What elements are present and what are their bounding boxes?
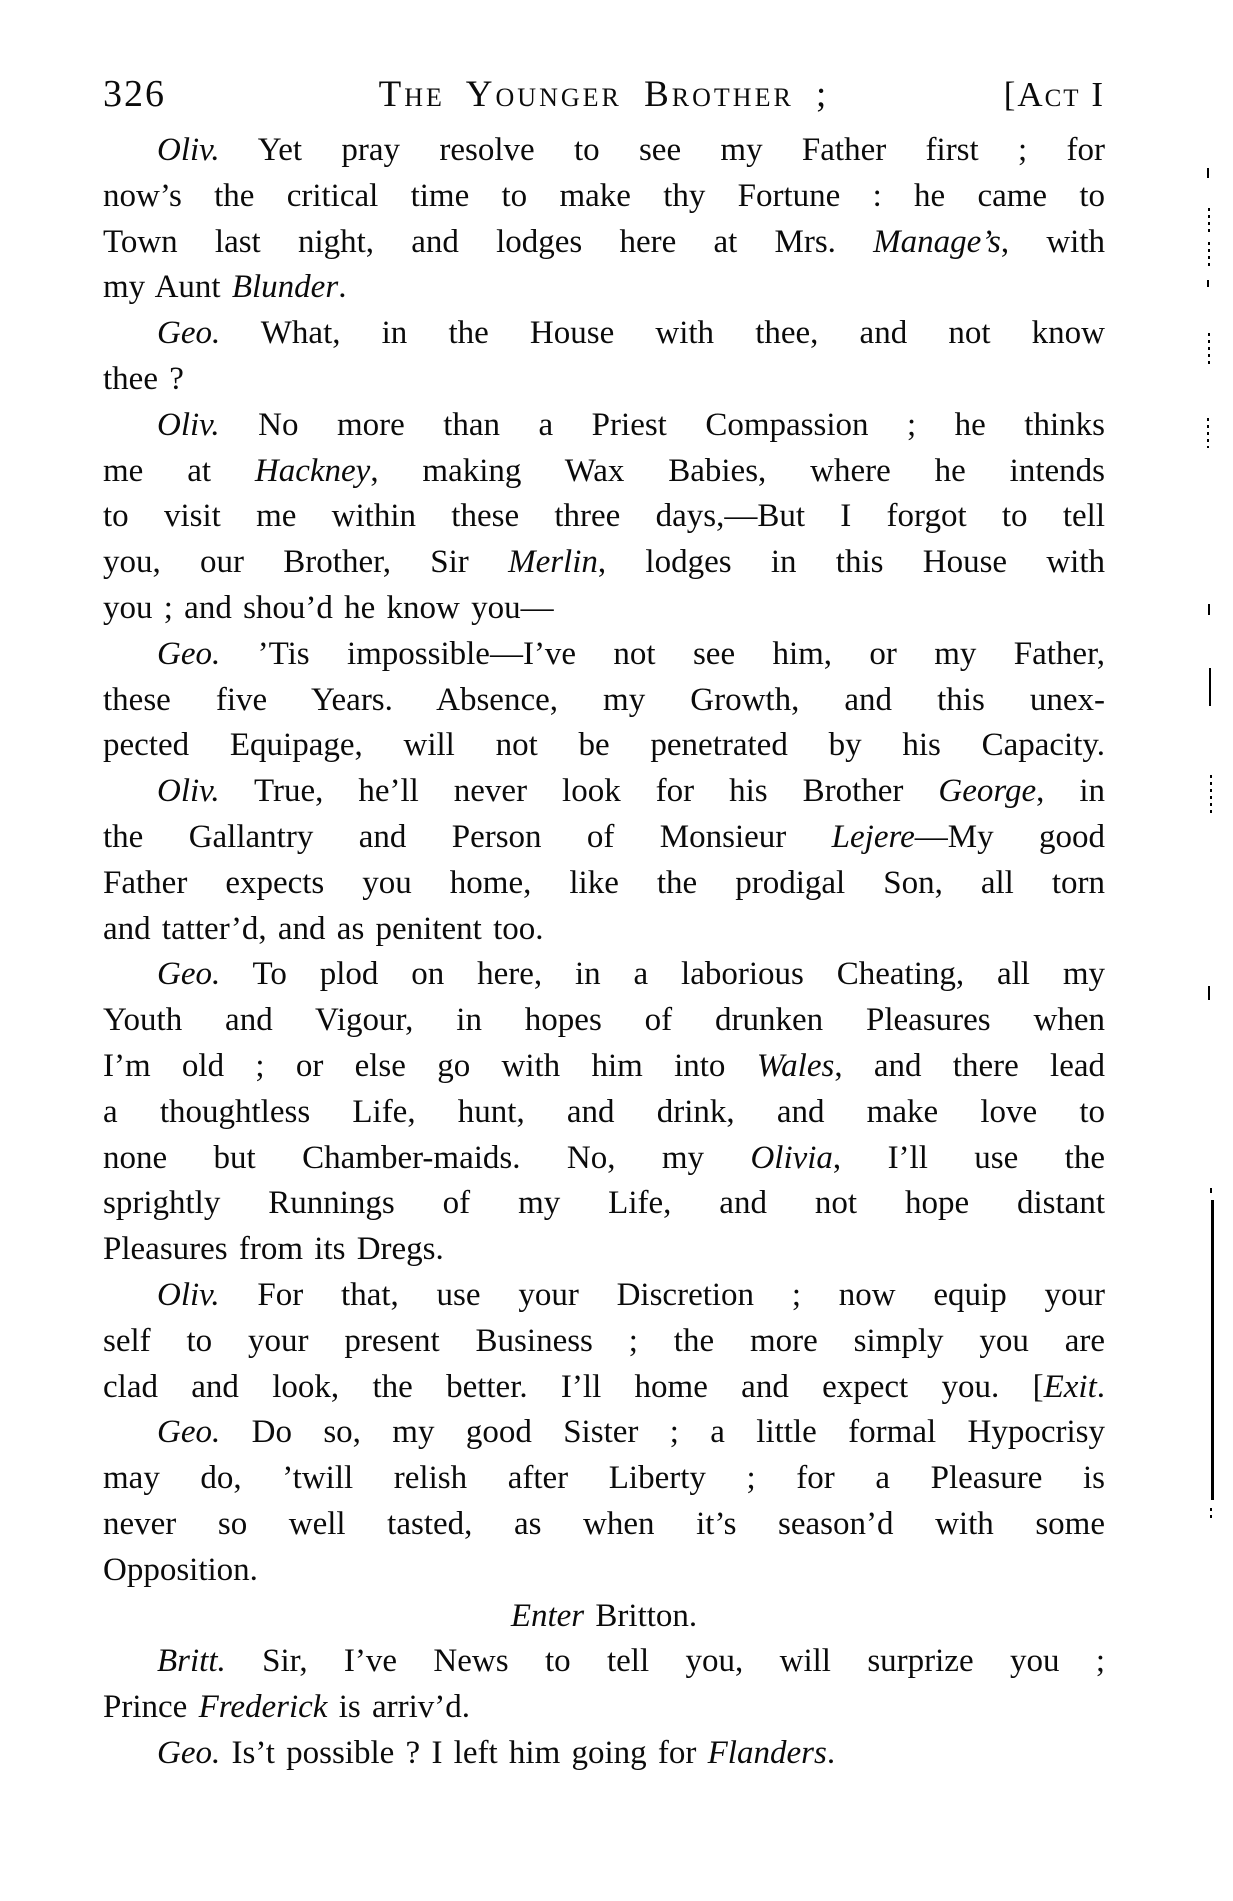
roman-text: the Gallantry and Person of Monsieur xyxy=(103,818,832,855)
text-line xyxy=(103,1319,1105,1365)
roman-text: What, in the House with thee, and not know xyxy=(220,315,1105,352)
act-label: [Act I xyxy=(1003,75,1105,114)
text-line xyxy=(103,632,1105,678)
roman-text: To plod on here, in a laborious Cheating, all my xyxy=(220,956,1105,993)
italic-text: Lejere xyxy=(831,818,915,855)
italic-text: Geo. xyxy=(157,1734,221,1771)
italic-text: Geo. xyxy=(157,1414,221,1451)
text-line xyxy=(103,1136,1105,1182)
roman-text: Yet pray resolve to see my Father first ; for xyxy=(219,132,1105,168)
roman-text: is arriv’d. xyxy=(327,1689,470,1726)
roman-text: Is’t possible ? I left him going for xyxy=(220,1734,708,1771)
text-line xyxy=(103,1548,1105,1594)
scan-artifact xyxy=(1210,775,1212,817)
roman-text: Youth and Vigour, in hopes of drunken Pleasures when xyxy=(103,1002,1105,1039)
italic-text: Geo. xyxy=(157,956,221,993)
italic-text: Blunder xyxy=(231,269,339,306)
italic-text: Geo. xyxy=(157,635,221,672)
italic-text: Manage’s xyxy=(873,223,1001,260)
scan-artifact xyxy=(1208,986,1210,1000)
roman-text: may do, ’twill relish after Liberty ; for a Pleasure is xyxy=(103,1460,1105,1497)
italic-text: Oliv. xyxy=(157,132,220,168)
text-line xyxy=(103,1227,1105,1273)
text-line xyxy=(103,1365,1105,1411)
text-line xyxy=(103,1456,1105,1502)
text-line xyxy=(103,907,1105,953)
italic-text: Olivia xyxy=(750,1139,833,1176)
roman-text: my Aunt xyxy=(103,269,232,306)
roman-text: , in xyxy=(1036,773,1105,810)
roman-text: and tatter’d, and as penitent too. xyxy=(103,910,544,947)
scan-artifact xyxy=(1210,1508,1212,1522)
roman-text: self to your present Business ; the more simply you are xyxy=(103,1322,1105,1359)
roman-text: —My good xyxy=(914,818,1105,855)
text-line xyxy=(103,494,1105,540)
italic-text: Merlin xyxy=(508,544,598,581)
scan-artifact xyxy=(1207,168,1209,178)
text-line xyxy=(103,769,1105,815)
text-line xyxy=(103,678,1105,724)
text-line xyxy=(103,403,1105,449)
roman-text: clad and look, the better. I’ll home and expect you. [ xyxy=(103,1368,1044,1405)
roman-text: . xyxy=(338,269,347,306)
scan-artifact xyxy=(1208,333,1210,367)
page-text xyxy=(103,128,1105,1777)
text-line xyxy=(103,449,1105,495)
text-line xyxy=(103,128,1105,174)
text-line xyxy=(103,311,1105,357)
roman-text: a thoughtless Life, hunt, and drink, and make love to xyxy=(103,1093,1105,1130)
roman-text: me at xyxy=(103,452,255,489)
text-line xyxy=(103,1181,1105,1227)
italic-text: Oliv. xyxy=(157,1276,220,1313)
roman-text: Britton. xyxy=(584,1597,698,1634)
italic-text: Flanders xyxy=(707,1734,827,1771)
text-line xyxy=(103,861,1105,907)
text-line xyxy=(103,815,1105,861)
text-line xyxy=(103,1594,1105,1640)
scan-artifact xyxy=(1207,418,1209,448)
roman-text: these five Years. Absence, my Growth, and this unex- xyxy=(103,681,1105,718)
scan-artifact xyxy=(1207,280,1209,287)
text-line xyxy=(103,1685,1105,1731)
page-header xyxy=(103,72,1105,116)
text-line xyxy=(103,220,1105,266)
text-line xyxy=(103,174,1105,220)
roman-text: Town last night, and lodges here at Mrs. xyxy=(103,223,874,260)
italic-text: George xyxy=(938,773,1037,810)
text-line xyxy=(103,1090,1105,1136)
text-line xyxy=(103,952,1105,998)
running-title: The Younger Brother ; xyxy=(378,74,830,115)
scan-artifact xyxy=(1210,1188,1212,1193)
roman-text: . xyxy=(826,1734,836,1771)
scan-artifact xyxy=(1208,242,1210,266)
roman-text: True, he’ll never look for his Brother xyxy=(219,773,939,810)
roman-text: , lodges in this House with xyxy=(597,544,1105,581)
roman-text: pected Equipage, will not be penetrated by his Capacity. xyxy=(103,727,1105,764)
roman-text: , I’ll use the xyxy=(832,1139,1105,1176)
italic-text: Wales xyxy=(756,1047,835,1084)
roman-text: . xyxy=(1096,1368,1105,1405)
italic-text: Enter xyxy=(510,1597,585,1634)
italic-text: Oliv. xyxy=(157,406,220,443)
roman-text: Sir, I’ve News to tell you, will surprize you ; xyxy=(225,1643,1105,1680)
roman-text: , with xyxy=(1000,223,1105,260)
text-line xyxy=(103,265,1105,311)
italic-text: Geo. xyxy=(157,315,221,352)
roman-text: none but Chamber-maids. No, my xyxy=(103,1139,751,1176)
roman-text: I’m old ; or else go with him into xyxy=(103,1047,757,1084)
text-line xyxy=(103,1044,1105,1090)
italic-text: Frederick xyxy=(198,1689,328,1726)
roman-text: sprightly Runnings of my Life, and not hope distant xyxy=(103,1185,1105,1222)
scan-artifact xyxy=(1211,1200,1214,1500)
roman-text: Opposition. xyxy=(103,1551,258,1588)
roman-text: Do so, my good Sister ; a little formal Hypocrisy xyxy=(220,1414,1105,1451)
roman-text: , and there lead xyxy=(834,1047,1105,1084)
roman-text: Pleasures from its Dregs. xyxy=(103,1231,444,1268)
italic-text: Exit xyxy=(1043,1368,1097,1405)
page-number: 326 xyxy=(103,73,166,115)
text-line xyxy=(103,1639,1105,1685)
text-line xyxy=(103,1502,1105,1548)
scan-artifact xyxy=(1208,604,1210,615)
roman-text: ’Tis impossible—I’ve not see him, or my Father, xyxy=(220,635,1105,672)
roman-text: now’s the critical time to make thy Fortune : he came to xyxy=(103,177,1105,214)
roman-text: you ; and shou’d he know you— xyxy=(103,589,554,626)
italic-text: Britt. xyxy=(157,1643,226,1680)
italic-text: Hackney xyxy=(254,452,371,489)
text-line xyxy=(103,998,1105,1044)
roman-text: never so well tasted, as when it’s season’d with some xyxy=(103,1505,1105,1542)
italic-text: Oliv. xyxy=(157,773,220,810)
roman-text: thee ? xyxy=(103,360,184,397)
text-line xyxy=(103,723,1105,769)
roman-text: Prince xyxy=(103,1689,199,1726)
text-line xyxy=(103,540,1105,586)
scan-artifact xyxy=(1209,668,1211,706)
roman-text: No more than a Priest Compassion ; he thinks xyxy=(219,406,1105,443)
text-line xyxy=(103,1731,1105,1777)
text-line xyxy=(103,1410,1105,1456)
roman-text: to visit me within these three days,—But I forgot to tell xyxy=(103,498,1105,535)
text-line xyxy=(103,586,1105,632)
roman-text: , making Wax Babies, where he intends xyxy=(370,452,1105,489)
text-line xyxy=(103,1273,1105,1319)
roman-text: Father expects you home, like the prodigal Son, all torn xyxy=(103,864,1105,901)
roman-text: you, our Brother, Sir xyxy=(103,544,509,581)
scan-artifact xyxy=(1208,208,1210,234)
roman-text: For that, use your Discretion ; now equip your xyxy=(219,1276,1105,1313)
text-line xyxy=(103,357,1105,403)
